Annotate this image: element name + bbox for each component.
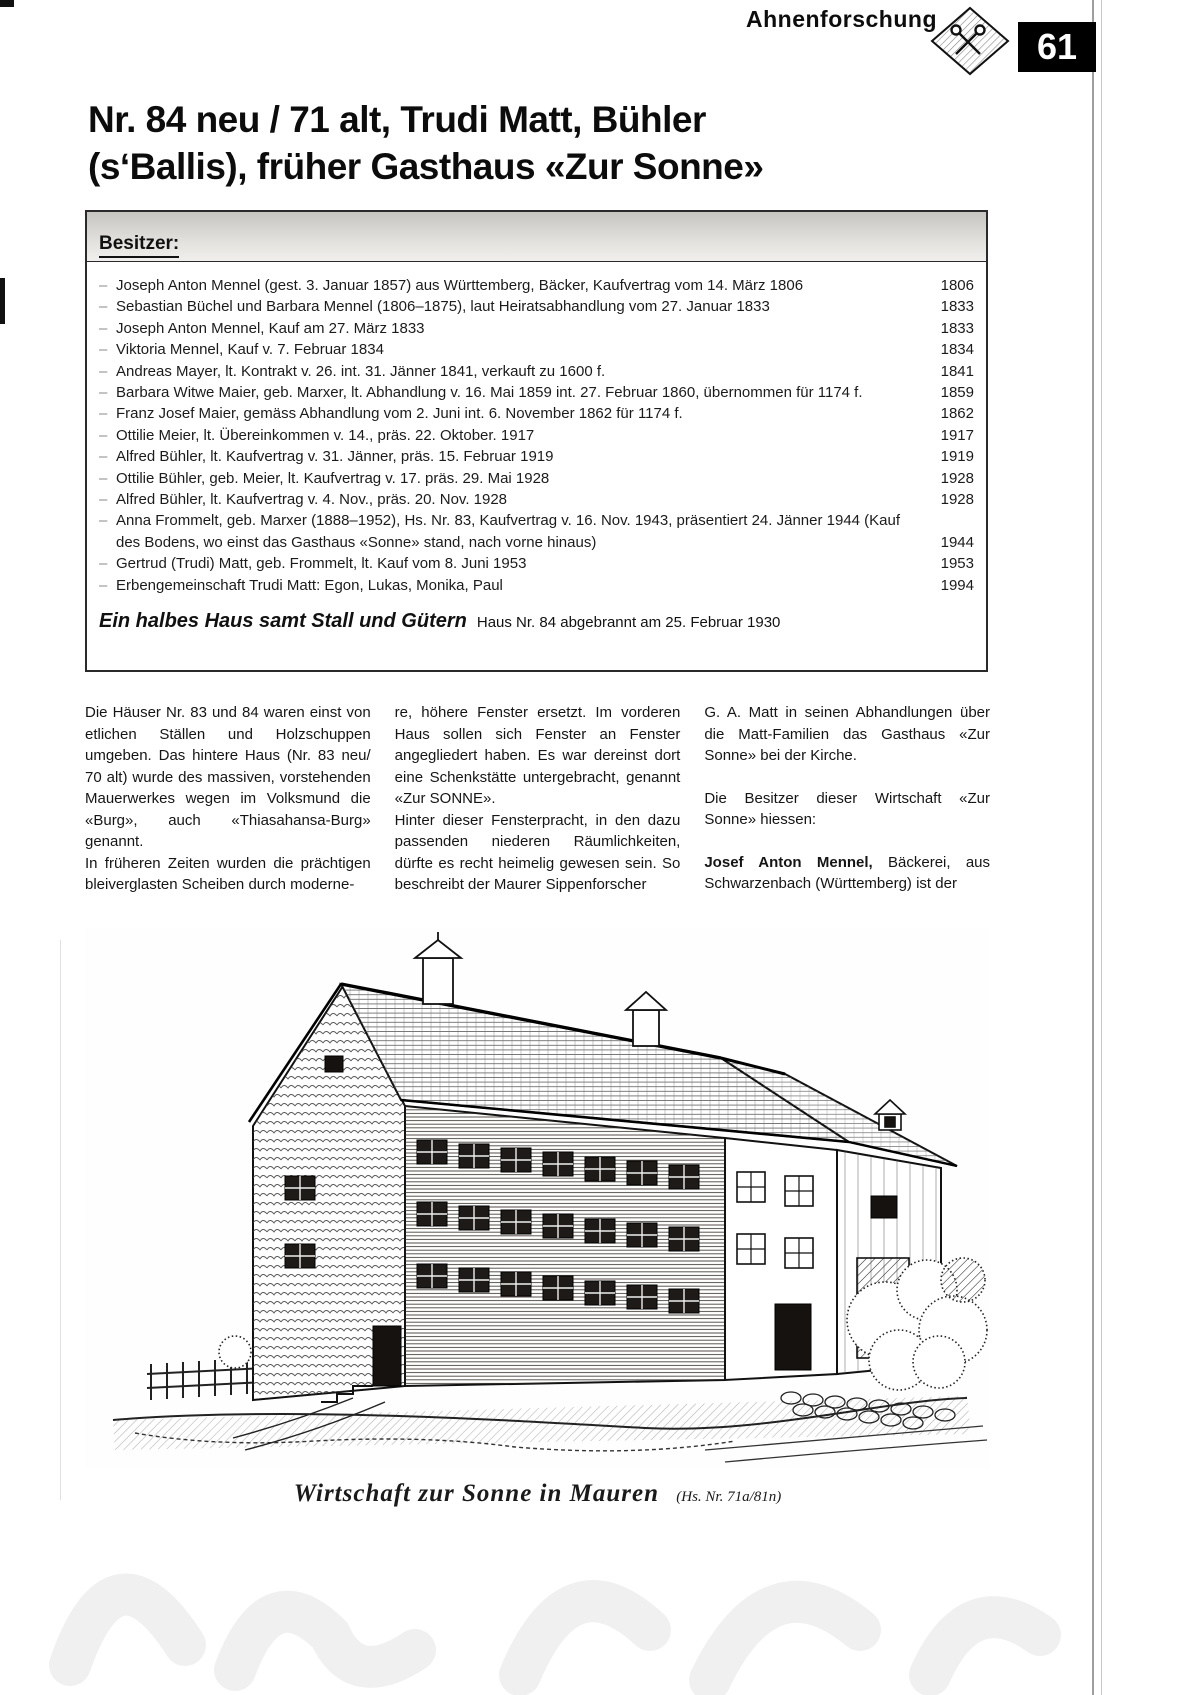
owner-text: Joseph Anton Mennel, Kauf am 27. März 1833	[116, 319, 425, 337]
crest-icon	[930, 6, 1010, 76]
owner-year: 1859	[940, 384, 974, 402]
owner-bullet: –	[99, 469, 108, 487]
owner-row	[99, 318, 974, 339]
page-bleedthrough	[0, 1515, 1100, 1695]
owner-bullet: –	[99, 426, 108, 444]
owner-text: Erbengemeinschaft Trudi Matt: Egon, Lukas, Monika, Paul	[116, 576, 503, 594]
owner-bullet: –	[99, 362, 108, 380]
scan-edge-line-3	[60, 940, 61, 1500]
owner-year: 1862	[940, 405, 974, 423]
paragraph: Hinter dieser Fensterpracht, in den dazu passenden niederen Räumlichkeiten, dürfte es recht heimelig gewesen sein. So beschreibt der Maurer Sippenforscher	[394, 811, 681, 893]
text-column-2	[395, 702, 681, 896]
owner-text: Franz Josef Maier, gemäss Abhandlung vom 2. Juni int. 6. November 1862 für 1174 f.	[116, 405, 683, 423]
owner-row	[99, 446, 974, 467]
paragraph: Die Häuser Nr. 83 und 84 waren einst von etlichen Ställen und Holzschuppen umgeben. Das hintere Haus (Nr. 83 neu/ 70 alt) wurde des massiven, vorstehenden Mauerwerkes wegen im Volksmund die «Burg», auch «Thiasahansa-Burg» genannt.	[85, 704, 371, 850]
owner-text: Gertrud (Trudi) Matt, geb. Frommelt, lt. Kauf vom 8. Juni 1953	[116, 555, 527, 573]
owner-year: 1994	[940, 576, 974, 594]
owner-year: 1833	[940, 319, 974, 337]
owner-bullet: –	[99, 384, 108, 402]
owner-row	[99, 339, 974, 360]
paragraph: G. A. Matt in seinen Abhandlungen über die Matt-Familien das Gasthaus «Zur Sonne» bei der Kirche.	[704, 704, 991, 764]
owner-text: Ottilie Bühler, geb. Meier, lt. Kaufvertrag v. 17. präs. 29. Mai 1928	[116, 469, 550, 487]
owner-list	[87, 262, 986, 598]
facade-windows	[417, 1140, 699, 1313]
person-name: Josef Anton Mennel,	[704, 853, 873, 871]
page-number: 61	[1036, 26, 1078, 67]
paragraph: Die Besitzer dieser Wirtschaft «Zur Sonne» hiessen:	[704, 789, 991, 828]
owner-text: Sebastian Büchel und Barbara Mennel (1806–1875), laut Heiratsabhandlung vom 27. Januar 1833	[116, 298, 770, 316]
scan-edge-line-2	[1101, 0, 1102, 1695]
text-column-1	[85, 702, 371, 896]
owner-bullet: –	[99, 555, 108, 573]
page-number-badge	[1018, 22, 1096, 72]
owner-year: 1833	[940, 298, 974, 316]
owner-text: Ottilie Meier, lt. Übereinkommen v. 14., präs. 22. Oktober. 1917	[116, 426, 535, 444]
owner-year: 1928	[940, 469, 974, 487]
owners-footer	[87, 598, 986, 647]
illustration-caption	[85, 1480, 990, 1508]
caption-house-number: (Hs. Nr. 71a/81n)	[676, 1489, 782, 1505]
roof-dormer	[875, 1100, 905, 1130]
house-drawing	[85, 928, 990, 1468]
owner-bullet: –	[99, 576, 108, 594]
owner-bullet: –	[99, 491, 108, 509]
owner-row	[99, 403, 974, 424]
owner-row	[99, 489, 974, 510]
owner-bullet: –	[99, 298, 108, 316]
body-columns	[85, 702, 990, 896]
owners-footer-lead: Ein halbes Haus samt Stall und Gütern	[99, 610, 467, 633]
owner-text: Alfred Bühler, lt. Kaufvertrag v. 4. Nov., präs. 20. Nov. 1928	[116, 491, 508, 509]
owner-text: Alfred Bühler, lt. Kaufvertrag v. 31. Jänner, präs. 15. Februar 1919	[116, 448, 554, 466]
title-line2: (s‘Ballis), früher Gasthaus «Zur Sonne»	[88, 146, 764, 187]
section-title: Ahnenforschung	[746, 6, 937, 32]
fence	[147, 1358, 265, 1400]
owner-row	[99, 275, 974, 296]
owner-bullet: –	[99, 277, 108, 294]
owner-row	[99, 296, 974, 317]
owner-bullet: –	[99, 319, 108, 337]
owner-text: Barbara Witwe Maier, geb. Marxer, lt. Abhandlung v. 16. Mai 1859 int. 27. Februar 1860, übernommen für 1174 f.	[116, 384, 863, 402]
title-line1: Nr. 84 neu / 71 alt, Trudi Matt, Bühler	[88, 99, 706, 140]
house-illustration	[85, 928, 990, 1508]
owner-row	[99, 425, 974, 446]
owner-row	[99, 468, 974, 489]
owner-bullet: –	[99, 405, 108, 423]
owner-year: 1841	[940, 362, 974, 380]
owner-text: Anna Frommelt, geb. Marxer (1888–1952), Hs. Nr. 83, Kaufvertrag v. 16. Nov. 1943, präsentiert 24. Jänner 1944 (Kauf des Bodens, wo einst das Gasthaus «Sonne» stand, nach vorne hinaus)	[116, 512, 901, 551]
owners-box	[85, 210, 988, 672]
owner-year: 1953	[940, 555, 974, 573]
owners-footer-note: Haus Nr. 84 abgebrannt am 25. Februar 1930	[476, 614, 781, 632]
owner-year: 1919	[940, 448, 974, 466]
owner-text: Viktoria Mennel, Kauf v. 7. Februar 1834	[116, 341, 384, 359]
owner-bullet: –	[99, 512, 108, 530]
owner-bullet: –	[99, 448, 108, 466]
paragraph: re, höhere Fenster ersetzt. Im vorderen Haus sollen sich Fenster an Fenster angegliedert haben. Es war dereinst dort eine Schenkstätte untergebracht, genannt «Zur SONNE».	[394, 704, 681, 807]
owner-bullet: –	[99, 341, 108, 359]
caption-text: Wirtschaft zur Sonne in Mauren	[293, 1480, 660, 1507]
owner-year: 1806	[940, 277, 974, 294]
ground	[113, 1396, 987, 1462]
scan-edge-line	[1092, 0, 1094, 1695]
scan-mark-left	[0, 278, 5, 324]
owner-row	[99, 510, 974, 553]
owners-heading: Besitzer:	[99, 233, 179, 258]
owner-row	[99, 382, 974, 403]
owner-year: 1928	[940, 491, 974, 509]
page-title	[88, 96, 763, 190]
paragraph	[704, 852, 990, 895]
owner-year: 1834	[940, 341, 974, 359]
owners-box-header	[87, 212, 986, 262]
paragraph: In früheren Zeiten wurden die prächtigen bleiverglasten Scheiben durch moderne-	[85, 854, 371, 893]
owner-text: Andreas Mayer, lt. Kontrakt v. 26. int. 31. Jänner 1841, verkauft zu 1600 f.	[116, 362, 606, 380]
scan-mark-top-left	[0, 0, 14, 7]
owner-year: 1944	[940, 533, 974, 551]
paragraph-rest: Bäckerei, aus Schwarzenbach (Württemberg) ist der	[704, 853, 991, 892]
text-column-3	[704, 702, 990, 896]
owner-text: Joseph Anton Mennel (gest. 3. Januar 1857) aus Württemberg, Bäcker, Kaufvertrag vom 14. März 1806	[116, 277, 804, 294]
owner-year: 1917	[940, 426, 974, 444]
owner-row	[99, 361, 974, 382]
owner-row	[99, 575, 974, 596]
owner-row	[99, 553, 974, 574]
